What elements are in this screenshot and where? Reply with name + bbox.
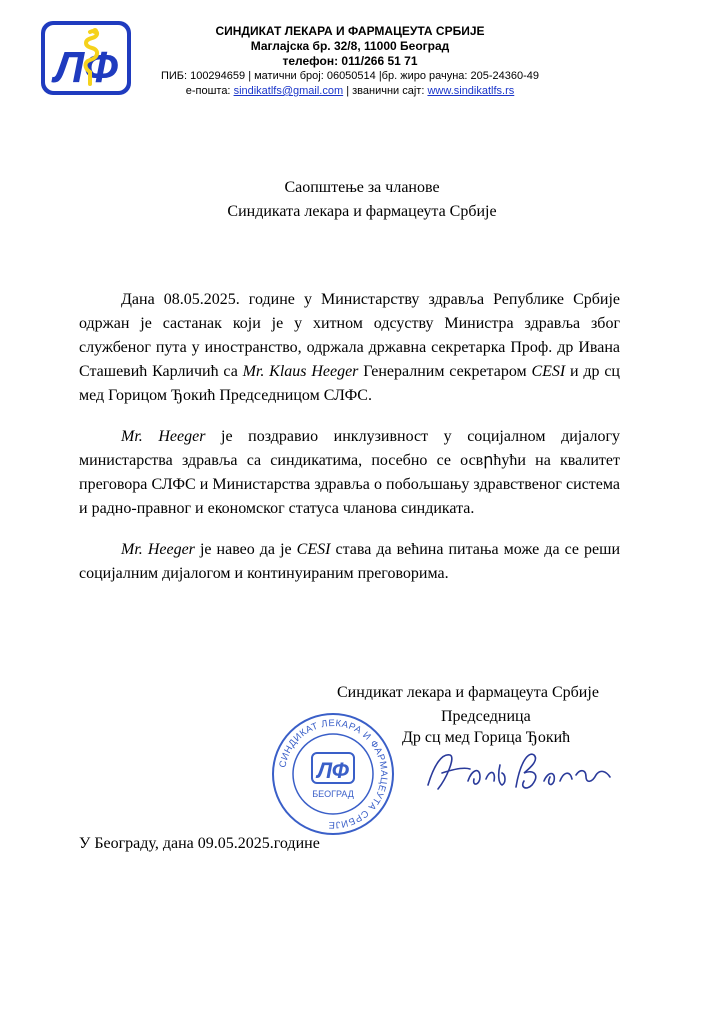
p2-text-b: је поздравио инклузивност у социјалном дијалогу министарства здравља са синдикатима, посебно се освրћући на квалитет преговора СЛФС и Министарства здравља о побољшању здравственог система и радно-правног и економског статуса чланова синдиката.	[79, 428, 621, 517]
title-line-1: Саопштење за чланове	[284, 179, 440, 196]
p3-text-b: је навео да је	[194, 541, 297, 558]
org-phone: телефон: 011/266 51 71	[282, 54, 418, 68]
paragraph-1	[79, 288, 620, 408]
title-line-2: Синдиката лекара и фармацеута Србије	[227, 203, 497, 220]
p1-text-a: Дана 08.05.2025. године у Министарству здравља Републике Србије одржан је састанак који је у хитном одсуству Министра здравља због службеног пута у иностранство, одржала државна секретарка Проф. др Ивана Сташевић Карличић са	[79, 291, 620, 380]
org-address: Маглајска бр. 32/8, 11000 Београд	[250, 39, 450, 53]
p3-text-d: става да већина питања може да се реши социјалним дијалогом и континуираним преговорима.	[79, 541, 621, 582]
p3-cesi: CESI	[296, 541, 331, 558]
signature-org: Синдикат лекара и фармацеута Србије	[337, 684, 599, 701]
signature-name: Др сц мед Горица Ђокић	[402, 729, 571, 746]
signature-role: Председница	[441, 708, 531, 725]
organization-logo	[40, 20, 132, 96]
website-link[interactable]: www.sindikatlfs.rs	[427, 85, 515, 97]
org-ids: ПИБ: 100294659 | матични број: 06050514 |бр. жиро рачуна: 205-24360-49	[160, 70, 540, 82]
site-label: | званични сајт:	[346, 85, 425, 97]
handwritten-signature	[420, 745, 615, 795]
paragraph-3	[79, 538, 620, 586]
email-link[interactable]: sindikatlfs@gmail.com	[233, 85, 344, 97]
p2-name-heeger: Mr. Heeger	[121, 428, 206, 445]
p1-name-heeger: Mr. Klaus Heeger	[242, 363, 359, 380]
email-label: е-пошта:	[185, 85, 231, 97]
contact-line	[150, 84, 550, 99]
p1-text-e: и др сц мед Горицом Ђокић Председницом СЛФС.	[79, 363, 620, 404]
p3-name-heeger: Mr. Heeger	[121, 541, 195, 558]
letterhead	[150, 24, 550, 99]
p1-cesi: CESI	[531, 363, 566, 380]
stamp-ring-text: СИНДИКАТ ЛЕКАРА И ФАРМАЦЕУТА СРБИЈЕ	[277, 717, 390, 831]
document-title	[0, 176, 724, 224]
logo-text: ЛФ	[53, 43, 119, 92]
stamp-logo-text: ЛФ	[316, 758, 350, 783]
official-stamp	[270, 711, 396, 837]
place-and-date: У Београду, дана 09.05.2025.године	[79, 835, 320, 852]
stamp-city: БЕОГРАД	[312, 789, 354, 799]
p1-text-c: Генералним секретаром	[358, 363, 532, 380]
org-name: СИНДИКАТ ЛЕКАРА И ФАРМАЦЕУТА СРБИЈЕ	[215, 24, 485, 38]
paragraph-2	[79, 425, 620, 521]
